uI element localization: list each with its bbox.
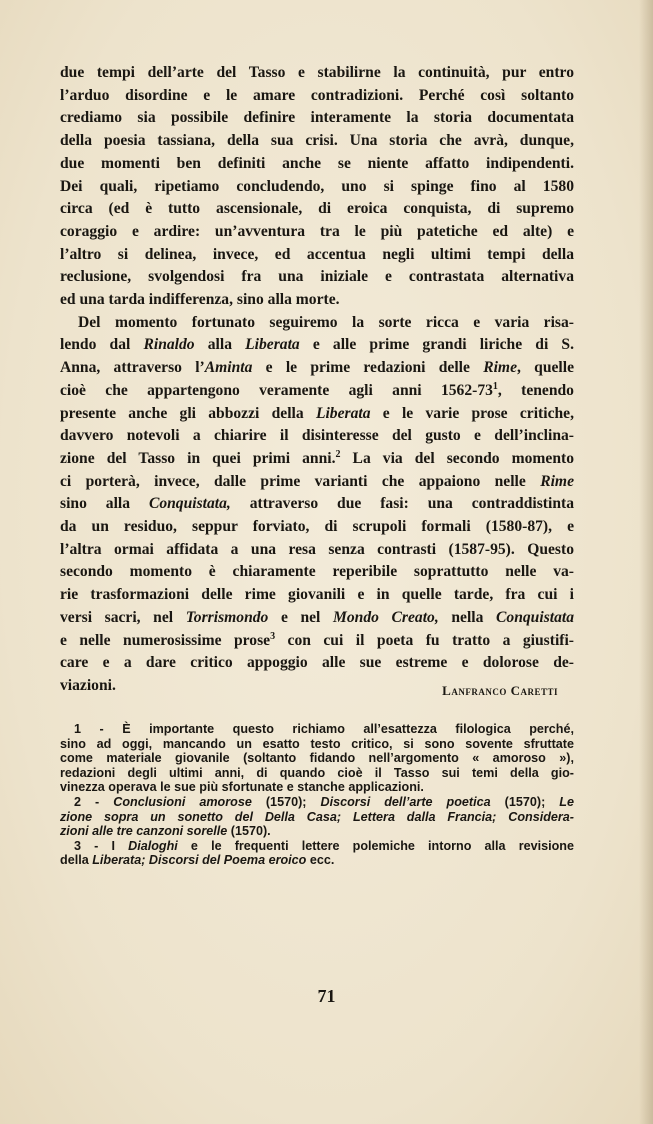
text-line: zione del Tasso in quei primi anni.$^2$ La via del secondo momento	[60, 448, 574, 467]
paragraph-1	[60, 62, 574, 312]
text-line: davvero notevoli a chiarire il disinteresse del gusto e dell’inclina-	[60, 427, 574, 445]
text-line: crediamo sia possibile definire interamente la storia documentata	[60, 109, 574, 127]
page-edge-shadow	[639, 0, 653, 1124]
text-line: care e a dare critico appoggio alle sue estreme e dolorose de-	[60, 654, 574, 672]
text-line: lendo dal Rinaldo alla Liberata e alle prime grandi liriche di S.	[60, 336, 574, 354]
text-line: cioè che appartengono veramente agli anni $1562-73^1$, tenendo	[60, 380, 574, 399]
footnote-ref: 1	[492, 380, 498, 392]
page-number: 71	[317, 986, 336, 1006]
text-line: coraggio e ardire: un’avventura tra le più patetiche ed alte) e	[60, 222, 574, 240]
text-line: Del momento fortunato seguiremo la sorte ricca e varia risa-	[78, 313, 574, 331]
text-line: l’altro si delinea, invece, ed accentua negli ultimi tempi della	[60, 245, 574, 263]
text-line: da un residuo, seppur forviato, di scrupoli formali (1580-87), e	[60, 518, 574, 536]
footnote-line: sino ad oggi, mancando un esatto testo critico, si sono sovente sfruttate	[60, 736, 574, 751]
text-line: circa (ed è tutto ascensionale, di eroica conquista, di supremo	[60, 200, 574, 218]
text-line: secondo momento è chiaramente reperibile soprattutto nelle va-	[60, 563, 574, 581]
footnote-line: come materiale giovanile (soltanto fidando nell’argomento « amoroso »),	[60, 751, 574, 766]
text-line: reclusione, svolgendosi fra una iniziale e contrastata alternativa	[60, 268, 574, 286]
footnotes	[60, 722, 574, 868]
footnote-ref: 3	[270, 630, 276, 642]
text-line: l’arduo disordine e le amare contradizioni. Perché così soltanto	[60, 86, 574, 104]
footnote-line: vinezza operava le sue più sfortunate e stanche applicazioni.	[60, 780, 424, 795]
text-line: versi sacri, nel Torrismondo e nel Mondo Creato, nella Conquistata	[60, 608, 575, 626]
footnote-line: 2 - Conclusioni amorose (1570); Discorsi dell’arte poetica (1570); Le	[74, 794, 574, 809]
text-line: Dei quali, ripetiamo concludendo, uno si spinge fino al 1580	[60, 177, 574, 195]
footnote-line: zione sopra un sonetto del Della Casa; Lettera dalla Francia; Considera-	[60, 809, 574, 824]
text-line: due tempi dell’arte del Tasso e stabilirne la continuità, pur entro	[60, 64, 574, 81]
text-line: l’altra ormai affidata a una resa senza contrasti (1587-95). Questo	[60, 540, 574, 558]
paragraph-2	[60, 312, 574, 698]
text-line: Anna, attraverso l’Aminta e le prime redazioni delle Rime, quelle	[60, 359, 575, 377]
main-text	[60, 62, 574, 698]
text-line: rie trasformazioni delle rime giovanili e in quelle tarde, fra cui i	[60, 586, 574, 604]
footnote-line: redazioni degli ultimi anni, di quando cioè il Tasso sui temi della gio-	[60, 765, 574, 780]
text-line: ed una tarda indifferenza, sino alla morte.	[60, 291, 340, 309]
text-line: e nelle numerosissime prose$^3$ con cui il poeta fu tratto a giustifi-	[60, 630, 574, 649]
text-line: sino alla Conquistata, attraverso due fasi: una contraddistinta	[60, 495, 574, 513]
text-line: due momenti ben definiti anche se niente affatto indipendenti.	[60, 154, 574, 172]
text-line: ci porterà, invece, dalle prime varianti che appaiono nelle Rime	[60, 472, 574, 490]
text-line: della poesia tassiana, della sua crisi. Una storia che avrà, dunque,	[60, 132, 574, 150]
footnote-line: della Liberata; Discorsi del Poema eroico ecc.	[60, 853, 335, 868]
text-line: presente anche gli abbozzi della Liberata e le varie prose critiche,	[60, 404, 574, 422]
footnote-line: 1 - È importante questo richiamo all’esattezza filologica perché,	[74, 722, 574, 736]
footnote-line: zioni alle tre canzoni sorelle (1570).	[60, 824, 271, 839]
footnote-line: 3 - I Dialoghi e le frequenti lettere polemiche intorno alla revisione	[74, 838, 574, 853]
author-signature: Lanfranco Caretti	[442, 683, 558, 698]
text-line: viazioni.	[60, 676, 116, 694]
footnote-ref: 2	[335, 448, 341, 460]
